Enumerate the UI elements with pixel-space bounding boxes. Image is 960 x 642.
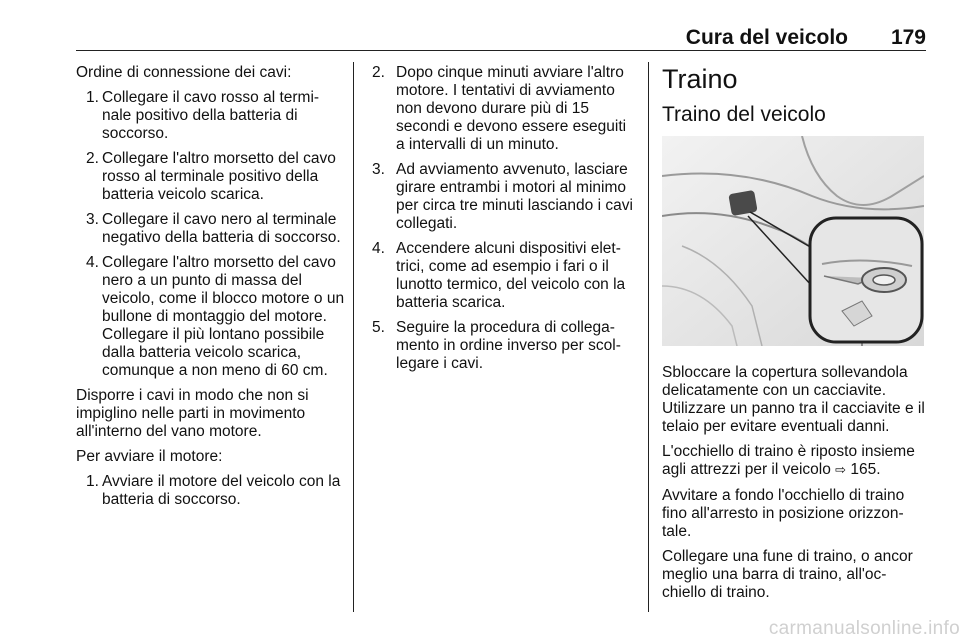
step-text: Ad avviamento avvenuto, lasciare girare entrambi i motori al minimo per circa tre minuti lasciando i cavi collegati. [396,161,633,232]
step-number: 3. [372,161,385,178]
tow-eye-illustration [662,136,924,346]
screw-tow-eye-paragraph: Avvitare a fondo l'occhiello di traino fino all'arresto in posizione orizzon-tale. [662,487,905,540]
step-text: Accendere alcuni dispositivi elet-trici, come ad esempio i fari o il lunotto termico, del veicolo con la batteria scarica. [396,240,626,311]
step-text: Collegare l'altro morsetto del cavo rosso al terminale positivo della batteria veicolo scarica. [102,150,336,203]
list-item [76,150,346,204]
column-divider-2 [648,62,649,612]
cable-routing-paragraph: Disporre i cavi in modo che non si impiglino nelle parti in movimento all'interno del vano motore. [76,387,309,440]
step-text: Collegare il cavo nero al terminale negativo della batteria di soccorso. [102,211,341,246]
step-text: Dopo cinque minuti avviare l'altro motore. I tentativi di avviamento non devono durare più di 15 secondi e devono essere eseguiti a intervalli di un minuto. [396,64,627,153]
step-text: Collegare il cavo rosso al termi-nale positivo della batteria di soccorso. [102,89,320,142]
step-number: 4. [372,240,385,257]
step-number: 3. [86,211,99,228]
step-number: 2. [86,150,99,167]
column-2 [372,64,634,380]
step-number: 5. [372,319,385,336]
list-item [372,64,634,154]
start-engine-intro: Per avviare il motore: [76,448,223,465]
section-heading: Traino [662,64,738,94]
list-item [372,319,634,373]
list-item [76,473,346,509]
tow-eye-storage-text: L'occhiello di traino è riposto insieme agli attrezzi per il veicolo [662,443,915,478]
list-item [76,89,346,143]
page-reference-arrow-icon: ⇨ [835,463,847,478]
subsection-heading: Traino del veicolo [662,103,826,126]
step-text: Seguire la procedura di collega-mento in ordine inverso per scol-legare i cavi. [396,319,621,372]
header-divider [76,50,926,51]
tow-eye-storage-paragraph [662,443,928,480]
step-number: 1. [86,89,99,106]
step-number: 4. [86,254,99,271]
column-1 [76,64,346,516]
list-item [76,211,346,247]
page-header [76,26,926,50]
connection-steps-list [76,89,346,380]
start-steps-list [76,473,346,509]
tow-eye-illustration-graphic [662,136,924,346]
step-number: 1. [86,473,99,490]
connection-order-intro: Ordine di connessione dei cavi: [76,64,292,81]
attach-tow-rope-paragraph: Collegare una fune di traino, o ancor meglio una barra di traino, all'oc-chiello di traino. [662,548,913,601]
list-item [372,240,634,312]
column-3 [662,64,928,609]
section-title: Cura del veicolo [685,26,848,49]
unlock-cover-paragraph: Sbloccare la copertura sollevandola delicatamente con un cacciavite. Utilizzare un panno tra il cacciavite e il telaio per evitare eventuali danni. [662,364,925,435]
start-steps-continued-list [372,64,634,373]
step-text: Avviare il motore del veicolo con la batteria di soccorso. [102,473,341,508]
list-item [372,161,634,233]
watermark: carmanualsonline.info [768,618,960,639]
column-divider-1 [353,62,354,612]
list-item [76,254,346,380]
page-reference-number: 165. [850,461,881,478]
page-number: 179 [890,26,926,49]
step-text: Collegare l'altro morsetto del cavo nero a un punto di massa del veicolo, come il blocco motore o un bullone di montaggio del motore. Collegare il più lontano possibile dalla batteria veicolo scarica, comunque a non meno di 60 cm. [102,254,345,379]
step-number: 2. [372,64,385,81]
